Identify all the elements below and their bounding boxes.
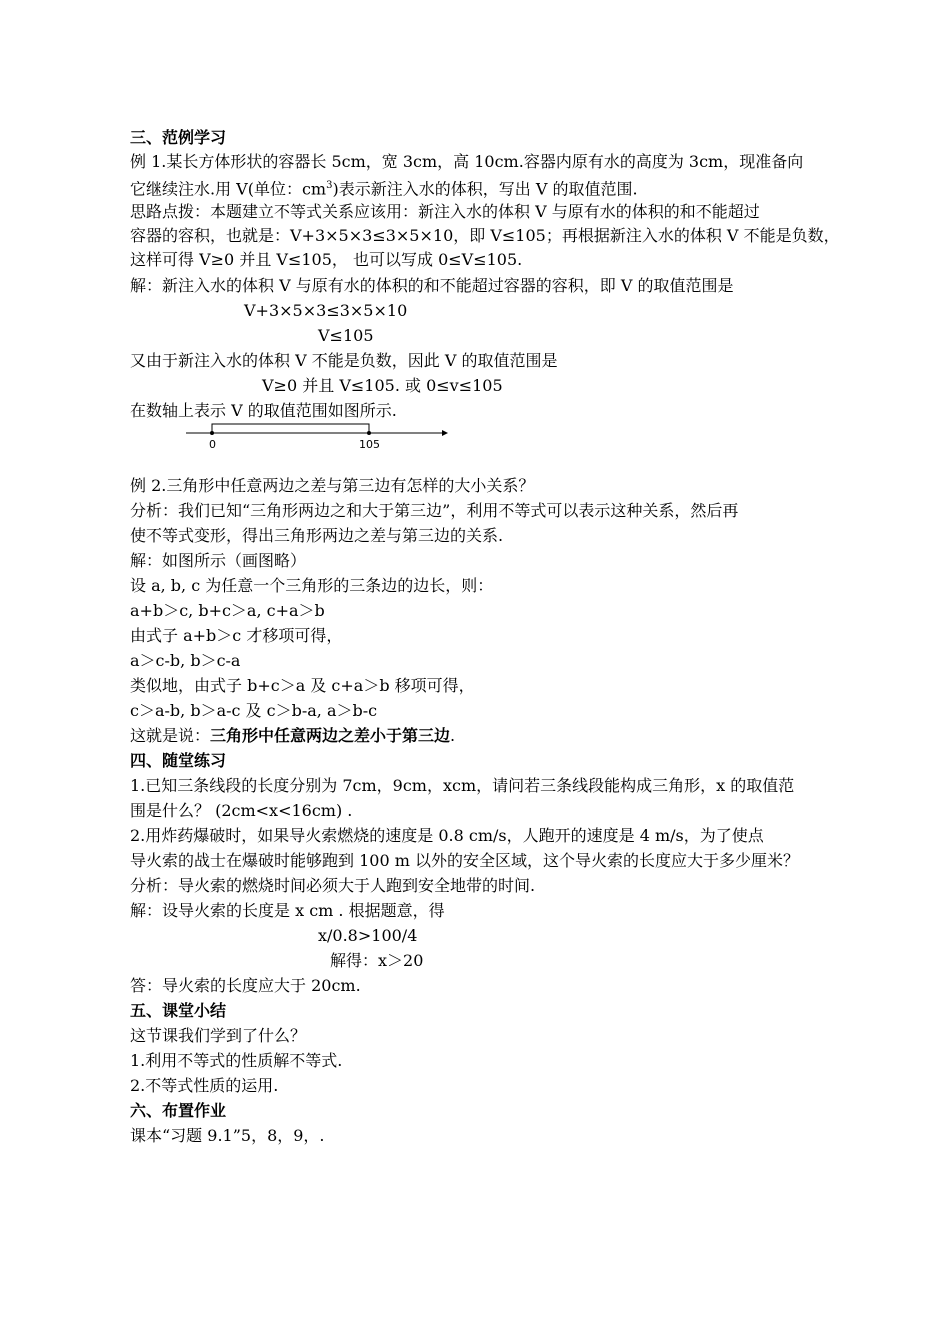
analysis-3-line: 分析：导火索的燃烧时间必须大于人跑到安全地带的时间.: [130, 876, 536, 895]
similar-line: 类似地，由式子 b+c＞a 及 c+a＞b 移项可得，: [130, 676, 475, 695]
point-end: [367, 431, 371, 435]
number-line-svg: [180, 418, 460, 454]
homework-line: 课本“习题 9.1”5，8，9，.: [130, 1126, 325, 1145]
equation-4: x/0.8>100/4: [318, 926, 418, 945]
inequality-line-3: c＞a-b, b＞a-c 及 c＞b-a, a＞b-c: [130, 701, 378, 720]
inequality-line-1: a+b＞c, b+c＞a, c+a＞b: [130, 601, 325, 620]
example-1-line-2-text: 它继续注水.用 V(单位：cm: [130, 179, 327, 199]
number-line-figure: [180, 418, 460, 454]
example-1-line-2: [130, 174, 638, 198]
example-1-line-2-end: )表示新注入水的体积，写出 V 的取值范围.: [332, 179, 638, 199]
answer-line: 答：导火索的长度应大于 20cm.: [130, 976, 361, 995]
solution-2-line: 解：如图所示（画图略）: [130, 551, 307, 570]
hint-line-1: 思路点拨：本题建立不等式关系应该用：新注入水的体积 V 与原有水的体积的和不能超过: [130, 202, 760, 221]
hint-line-3: 这样可得 V≥0 并且 V≤105， 也可以写成 0≤V≤105.: [130, 250, 523, 269]
equation-1: V+3×5×3≤3×5×10: [244, 301, 408, 320]
tick-label-start: 0: [209, 438, 216, 451]
range-bracket: [212, 424, 369, 433]
analysis-2-line-2: 使不等式变形，得出三角形两边之差与第三边的关系.: [130, 526, 504, 545]
practice-2-line-1: 2.用炸药爆破时，如果导火索燃烧的速度是 0.8 cm/s，人跑开的速度是 4 m/s，为了使点: [130, 826, 764, 845]
set-line: 设 a, b, c 为任意一个三角形的三条边的边长，则：: [130, 576, 494, 595]
section-heading-examples: 三、范例学习: [130, 128, 227, 147]
from-line: 由式子 a+b＞c 才移项可得，: [130, 626, 343, 645]
conclusion-bold: 三角形中任意两边之差小于第三边: [210, 726, 451, 745]
example-2-line: 例 2.三角形中任意两边之差与第三边有怎样的大小关系？: [130, 476, 535, 495]
conclusion-period: .: [450, 726, 456, 745]
inequality-line-2: a＞c-b, b＞c-a: [130, 651, 241, 670]
section-heading-practice: 四、随堂练习: [130, 751, 227, 770]
equation-2: V≤105: [318, 326, 374, 345]
unit-superscript: 3: [326, 180, 333, 191]
equation-5: 解得：x＞20: [330, 951, 424, 970]
number-line-caption: 在数轴上表示 V 的取值范围如图所示.: [130, 401, 397, 420]
example-1-line-1: 例 1.某长方体形状的容器长 5cm，宽 3cm，高 10cm.容器内原有水的高度为 3cm，现准备向: [130, 152, 804, 171]
summary-item-2: 2.不等式性质的运用.: [130, 1076, 279, 1095]
section-heading-summary: 五、课堂小结: [130, 1001, 227, 1020]
equation-3: V≥0 并且 V≤105. 或 0≤v≤105: [262, 376, 503, 395]
practice-1-line-1: 1.已知三条线段的长度分别为 7cm，9cm，xcm，请问若三条线段能构成三角形，x 的取值范: [130, 776, 795, 795]
summary-question: 这节课我们学到了什么？: [130, 1026, 307, 1045]
tick-label-end: 105: [359, 438, 380, 451]
solution-3-line: 解：设导火索的长度是 x cm . 根据题意，得: [130, 901, 445, 920]
hint-line-2: 容器的容积，也就是：V+3×5×3≤3×5×10，即 V≤105；再根据新注入水的体积 V 不能是负数，: [130, 226, 840, 245]
analysis-2-line-1: 分析：我们已知“三角形两边之和大于第三边”，利用不等式可以表示这种关系，然后再: [130, 501, 739, 520]
summary-item-1: 1.利用不等式的性质解不等式.: [130, 1051, 343, 1070]
conclusion-prefix: 这就是说：: [130, 726, 211, 745]
also-line: 又由于新注入水的体积 V 不能是负数，因此 V 的取值范围是: [130, 351, 558, 370]
arrow-right-icon: [442, 430, 448, 436]
conclusion-line: [130, 724, 455, 748]
practice-2-line-2: 导火索的战士在爆破时能够跑到 100 m 以外的安全区域，这个导火索的长度应大于多少厘米？: [130, 851, 799, 870]
practice-1-line-2: 围是什么？ (2cm<x<16cm) .: [130, 801, 353, 820]
point-start: [210, 431, 214, 435]
section-heading-homework: 六、布置作业: [130, 1101, 227, 1120]
solution-1-line: 解：新注入水的体积 V 与原有水的体积的和不能超过容器的容积，即 V 的取值范围是: [130, 276, 734, 295]
